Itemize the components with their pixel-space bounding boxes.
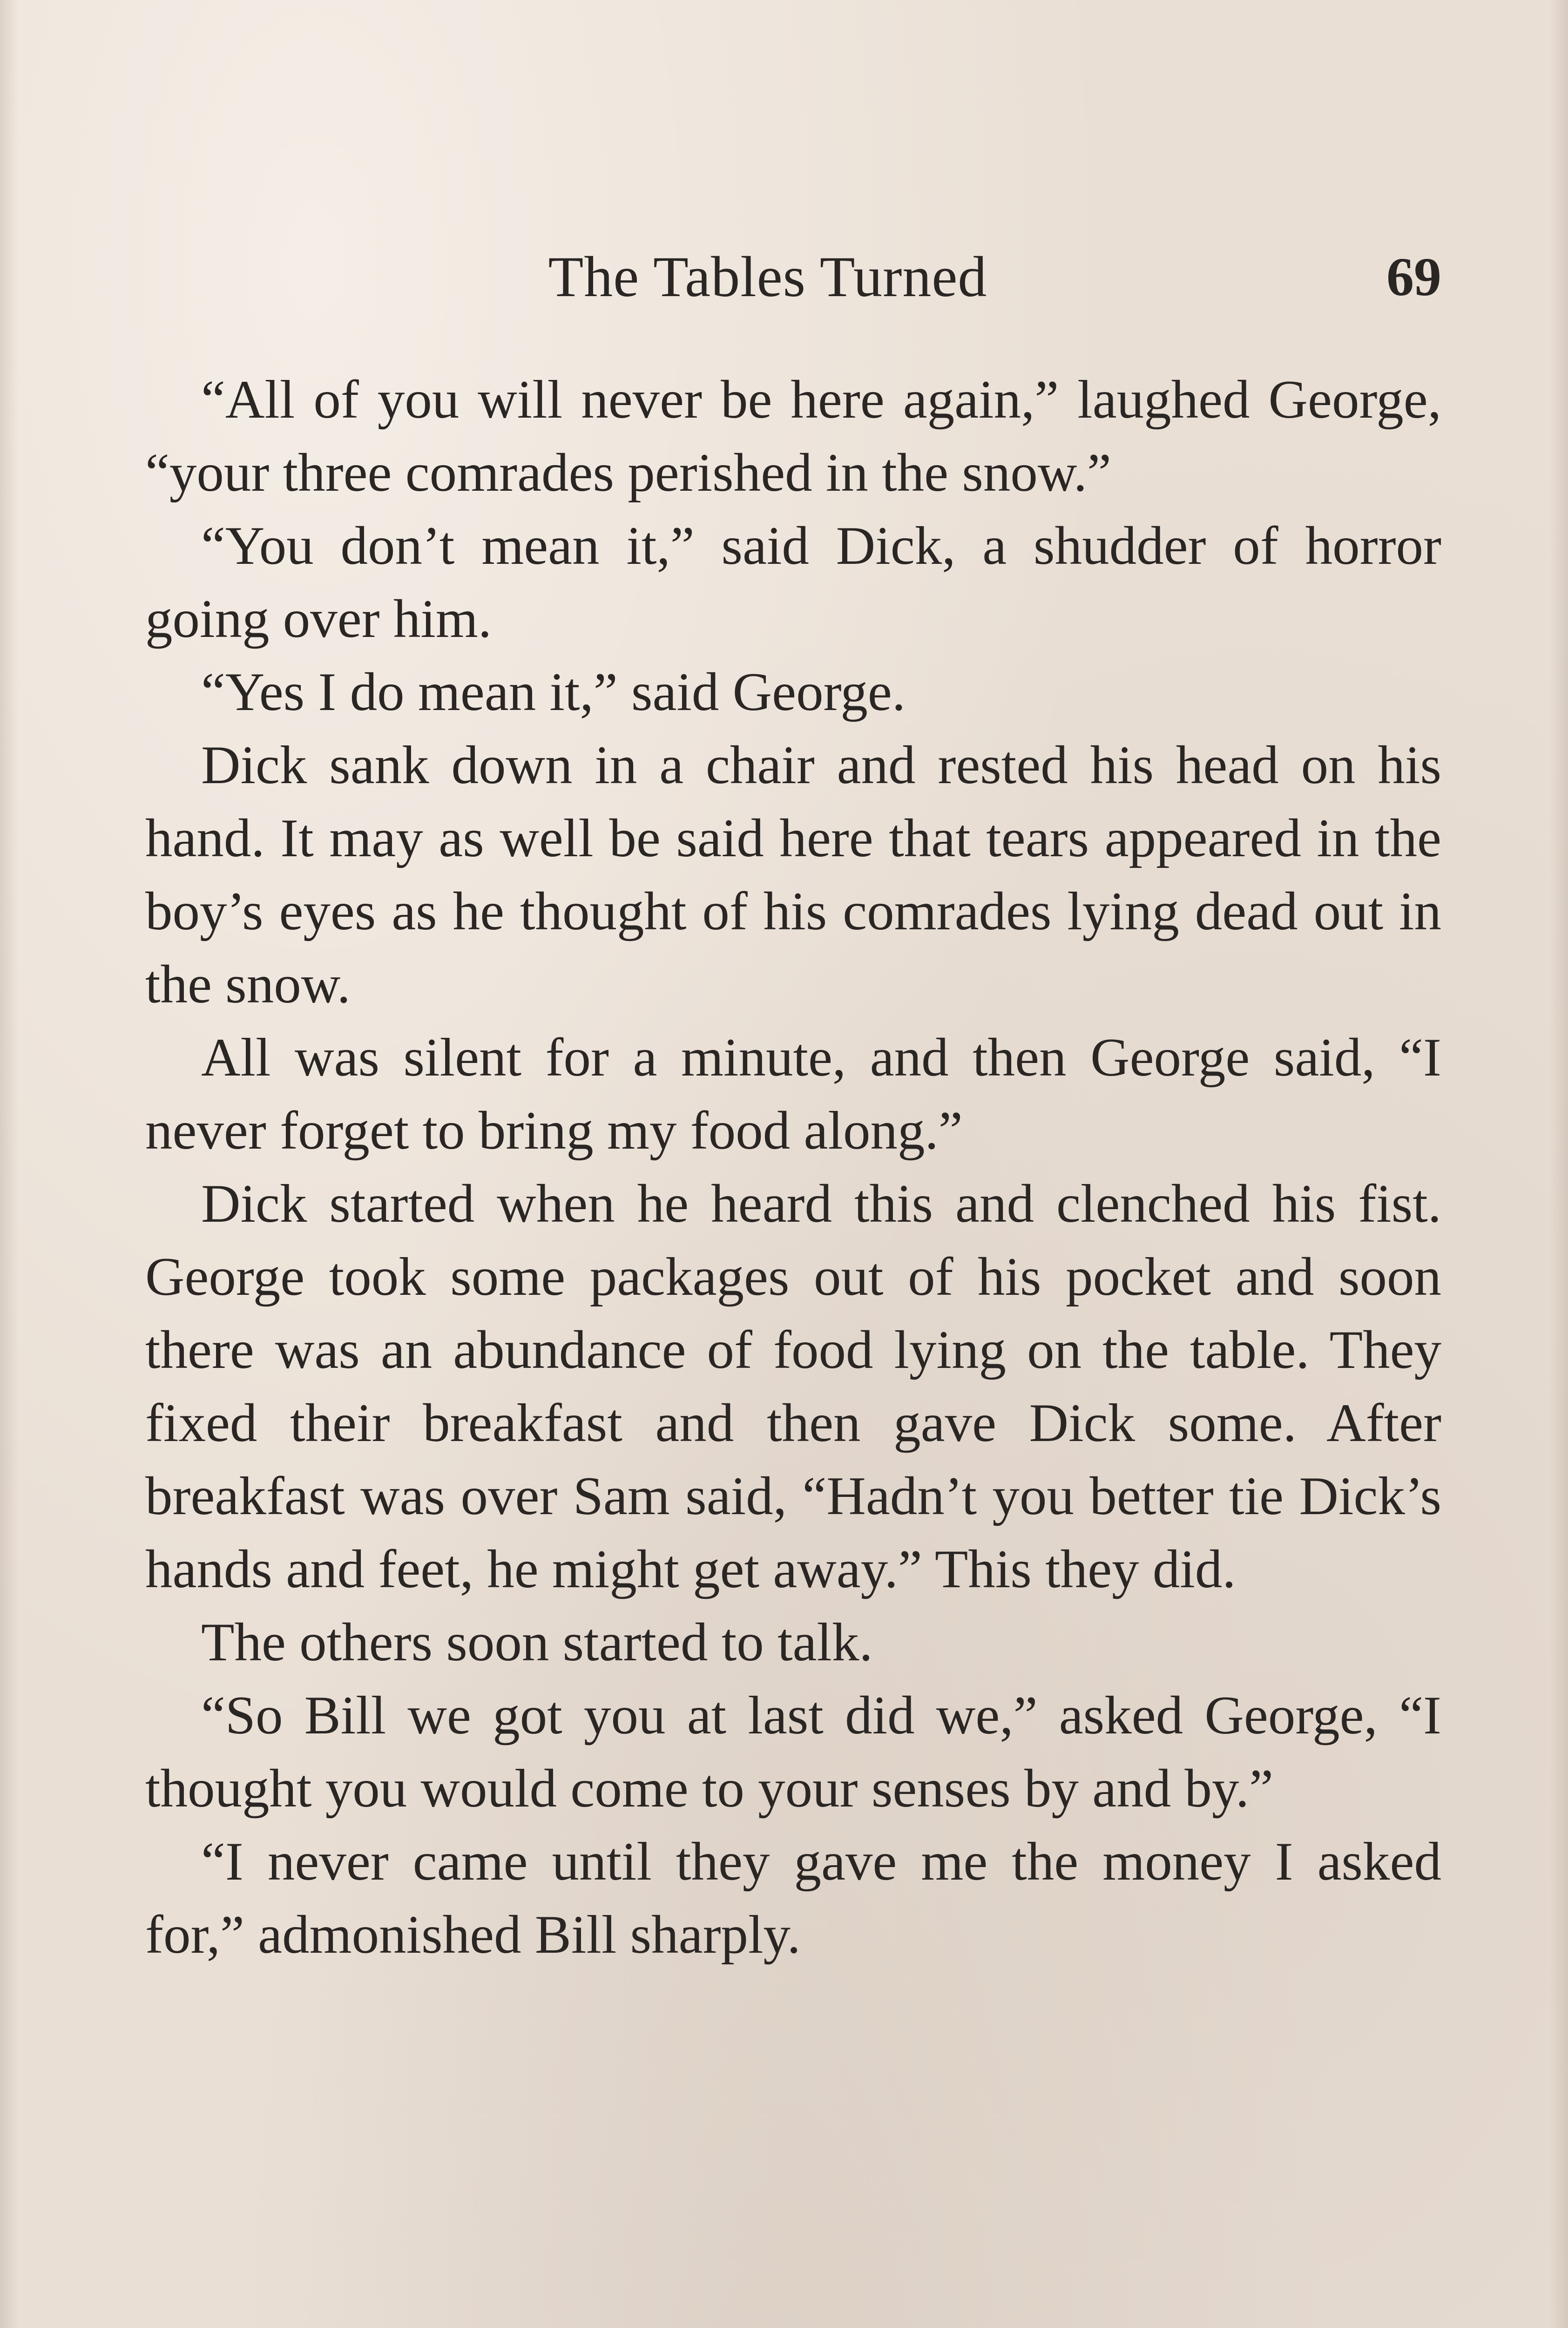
paragraph: All was silent for a minute, and then George said, “I never forget to bring my food along.” bbox=[145, 1028, 1441, 1161]
running-title: The Tables Turned bbox=[548, 245, 987, 309]
paragraph: The others soon started to talk. bbox=[201, 1612, 873, 1672]
paragraph: Dick started when he heard this and clenched his fist. George took some packages out of his pocket and soon there was an abundance of food lying on the table. They fixed their breakfast and then gave Dick some. After breakfast was over Sam said, “Hadn’t you better tie Dick’s hands and feet, he might get away.” This they did. bbox=[145, 1174, 1441, 1599]
paragraph: “All of you will never be here again,” laughed George, “your three comrades perished in the snow.” bbox=[145, 370, 1441, 503]
running-head bbox=[145, 244, 1441, 310]
page-number: 69 bbox=[1386, 246, 1441, 307]
page-edge-right bbox=[1549, 0, 1568, 2328]
paragraph: Dick sank down in a chair and rested his head on his hand. It may as well be said here that tears appeared in the boy’s eyes as he thought of his comrades lying dead out in the snow. bbox=[145, 735, 1441, 1015]
paragraph: “You don’t mean it,” said Dick, a shudder of horror going over him. bbox=[145, 516, 1441, 649]
body-text bbox=[145, 363, 1441, 1971]
paragraph: “So Bill we got you at last did we,” asked George, “I thought you would come to your senses by and by.” bbox=[145, 1685, 1441, 1819]
paragraph: “Yes I do mean it,” said George. bbox=[201, 662, 906, 722]
page-edge-left bbox=[0, 0, 19, 2328]
paragraph: “I never came until they gave me the money I asked for,” admonished Bill sharply. bbox=[145, 1832, 1441, 1965]
